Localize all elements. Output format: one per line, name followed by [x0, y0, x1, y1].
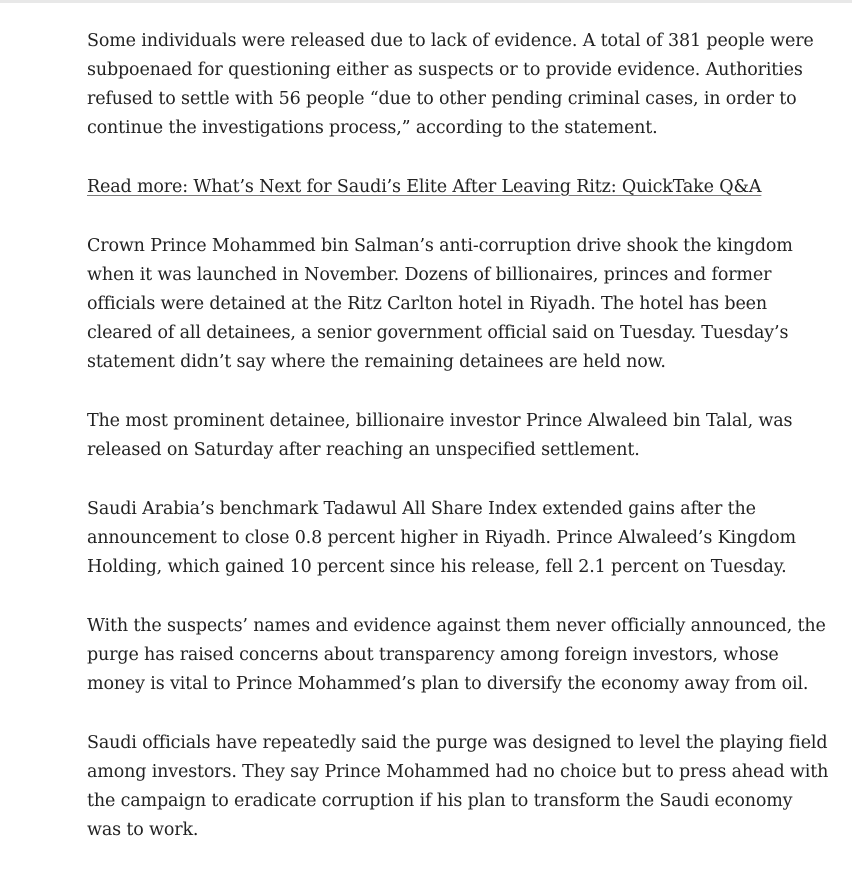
paragraph-anti-corruption-drive: Crown Prince Mohammed bin Salman’s anti-corruption drive shook the kingdom when it was launched in November. Dozens of billionaires, princes and former officials were detained at the Ritz Carlton hotel in Riyadh. The hotel has been cleared of all detainees, a senior government official said on Tuesday. Tuesday’s statement didn’t say where the remaining detainees are held now. [87, 236, 793, 372]
paragraph-officials-statement: Saudi officials have repeatedly said the purge was designed to level the playing field among investors. They say Prince Mohammed had no choice but to press ahead with the campaign to eradicate corruption if his plan to transform the Saudi economy was to work. [87, 733, 829, 840]
top-divider [0, 0, 852, 3]
read-more-paragraph [87, 173, 829, 202]
paragraph-market-reaction: Saudi Arabia’s benchmark Tadawul All Share Index extended gains after the announcement to close 0.8 percent higher in Riyadh. Prince Alwaleed’s Kingdom Holding, which gained 10 percent since his release, fell 2.1 percent on Tuesday. [87, 499, 797, 577]
article-body [87, 27, 829, 875]
paragraph-release-details: Some individuals were released due to lack of evidence. A total of 381 people were subpoenaed for questioning either as suspects or to provide evidence. Authorities refused to settle with 56 people “due to other pending criminal cases, in order to continue the investigations process,” according to the statement. [87, 31, 814, 138]
read-more-link[interactable]: Read more: What’s Next for Saudi’s Elite After Leaving Ritz: QuickTake Q&A [87, 177, 762, 197]
paragraph-alwaleed-release: The most prominent detainee, billionaire investor Prince Alwaleed bin Talal, was released on Saturday after reaching an unspecified settlement. [87, 411, 793, 460]
paragraph-transparency-concerns: With the suspects’ names and evidence against them never officially announced, the purge has raised concerns about transparency among foreign investors, whose money is vital to Prince Mohammed’s plan to diversify the economy away from oil. [87, 616, 826, 694]
